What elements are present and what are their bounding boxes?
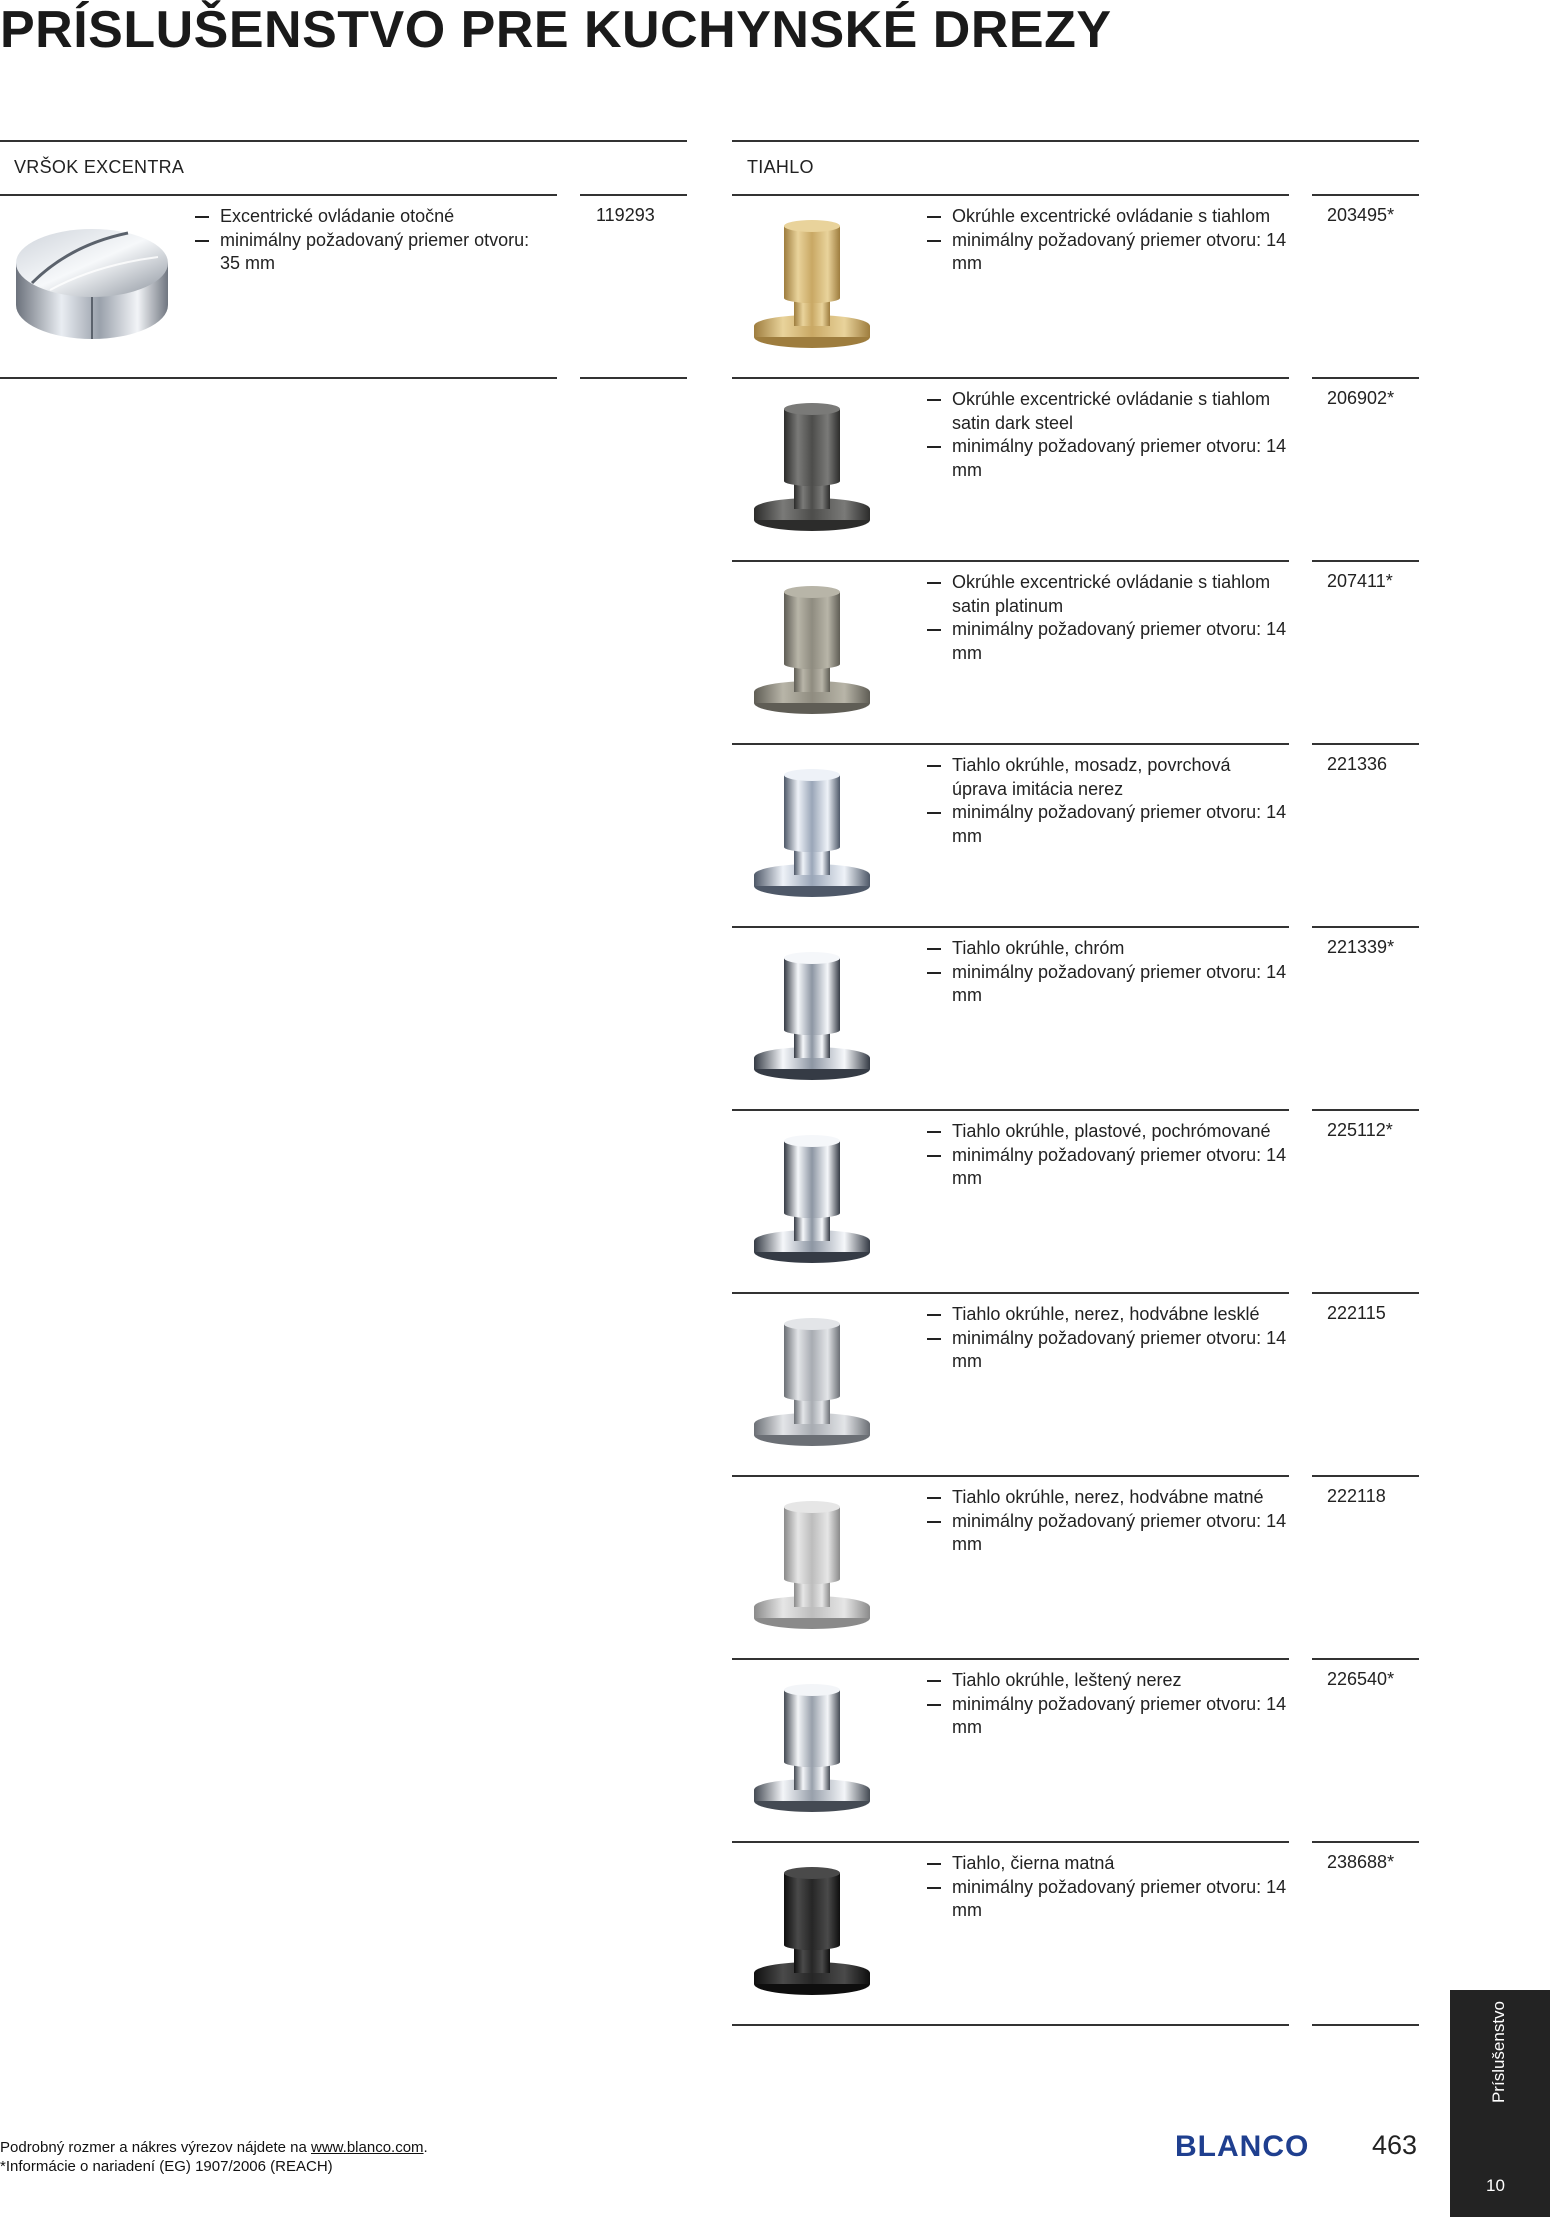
row-rule [0,194,557,196]
knob-description [927,571,1287,665]
row-rule [732,1841,1289,1843]
knob-icon [742,1129,882,1269]
description-line: Excentrické ovládanie otočné [195,205,545,229]
knob-icon [742,214,882,354]
knob-description [927,205,1287,276]
row-rule [1312,743,1419,745]
knob-description [927,1120,1287,1191]
product-code: 226540* [1327,1669,1395,1689]
row-rule [1312,1292,1419,1294]
footer-text: Podrobný rozmer a nákres výrezov nájdete na [0,2139,311,2156]
row-rule [732,194,1289,196]
section-top-rule [732,140,1419,142]
product-code: 221339* [1327,937,1395,957]
knob-description [927,754,1287,848]
description-line: minimálny požadovaný priemer otvoru: 14 mm [927,1144,1287,1191]
description-line: minimálny požadovaný priemer otvoru: 14 mm [927,229,1287,276]
description-line: minimálny požadovaný priemer otvoru: 14 mm [927,1327,1287,1374]
knob-icon [742,397,882,537]
row-rule [1312,377,1419,379]
knob-icon [742,1312,882,1452]
knob-description [927,1303,1287,1374]
cap-description [195,205,545,276]
knob-icon [742,1861,882,2001]
row-rule [732,926,1289,928]
product-code: 222115 [1327,1303,1386,1323]
description-line: Tiahlo okrúhle, nerez, hodvábne lesklé [927,1303,1287,1327]
row-rule [1312,926,1419,928]
knob-icon [742,946,882,1086]
reach-note: *Informácie o nariadení (EG) 1907/2006 (REACH) [0,2158,333,2175]
description-line: minimálny požadovaný priemer otvoru: 14 mm [927,1510,1287,1557]
description-line: minimálny požadovaný priemer otvoru: 14 mm [927,961,1287,1008]
product-code: 206902* [1327,388,1395,408]
row-rule [732,1658,1289,1660]
row-rule [1312,1658,1419,1660]
product-code: 222118 [1327,1486,1386,1506]
knob-description [927,1852,1287,1923]
eccentric-cap-icon [10,205,175,343]
knob-icon [742,1678,882,1818]
description-line: Tiahlo okrúhle, nerez, hodvábne matné [927,1486,1287,1510]
description-line: Okrúhle excentrické ovládanie s tiahlom satin dark steel [927,388,1287,435]
product-code: 221336 [1327,754,1388,774]
row-rule [732,1292,1289,1294]
knob-description [927,1669,1287,1740]
row-rule [732,560,1289,562]
footer-note [0,2138,428,2176]
row-rule [1312,2024,1419,2026]
brand-logo: BLANCO [1175,2130,1310,2163]
description-line: Okrúhle excentrické ovládanie s tiahlom satin platinum [927,571,1287,618]
product-code: 225112* [1327,1120,1393,1140]
knob-description [927,388,1287,482]
product-code: 203495* [1327,205,1395,225]
description-line: minimálny požadovaný priemer otvoru: 14 mm [927,1876,1287,1923]
description-line: Tiahlo okrúhle, chróm [927,937,1287,961]
description-line: Tiahlo okrúhle, mosadz, povrchová úprava imitácia nerez [927,754,1287,801]
website-link[interactable]: www.blanco.com [311,2139,424,2156]
knob-icon [742,580,882,720]
description-line: minimálny požadovaný priemer otvoru: 14 mm [927,618,1287,665]
section-heading-cap: VRŠOK EXCENTRA [14,157,185,177]
section-top-rule [0,140,687,142]
row-rule [1312,560,1419,562]
knob-icon [742,1495,882,1635]
row-rule [732,1109,1289,1111]
row-rule [580,377,687,379]
description-line: Tiahlo okrúhle, leštený nerez [927,1669,1287,1693]
product-code: 119293 [596,205,655,225]
row-rule [580,194,687,196]
description-line: minimálny požadovaný priemer otvoru: 14 mm [927,1693,1287,1740]
description-line: Tiahlo, čierna matná [927,1852,1287,1876]
chapter-label: Príslušenstvo [1489,2000,1508,2104]
product-code: 207411* [1327,571,1393,591]
row-rule [1312,1475,1419,1477]
row-rule [1312,1109,1419,1111]
description-line: minimálny požadovaný priemer otvoru: 35 mm [195,229,545,276]
section-heading-knob: TIAHLO [747,157,814,177]
row-rule [732,743,1289,745]
description-line: Tiahlo okrúhle, plastové, pochrómované [927,1120,1287,1144]
knob-description [927,1486,1287,1557]
footer-text: . [423,2139,428,2156]
product-code: 238688* [1327,1852,1395,1872]
description-line: Okrúhle excentrické ovládanie s tiahlom [927,205,1287,229]
knob-description [927,937,1287,1008]
row-rule [1312,1841,1419,1843]
description-line: minimálny požadovaný priemer otvoru: 14 mm [927,435,1287,482]
description-line: minimálny požadovaný priemer otvoru: 14 mm [927,801,1287,848]
row-rule [732,2024,1289,2026]
row-rule [732,1475,1289,1477]
knob-icon [742,763,882,903]
chapter-number: 10 [1486,2176,1505,2195]
row-rule [1312,194,1419,196]
row-rule [732,377,1289,379]
row-rule [0,377,557,379]
page-title: PRÍSLUŠENSTVO PRE KUCHYNSKÉ DREZY [0,1,1112,59]
page-number: 463 [1372,2130,1418,2160]
